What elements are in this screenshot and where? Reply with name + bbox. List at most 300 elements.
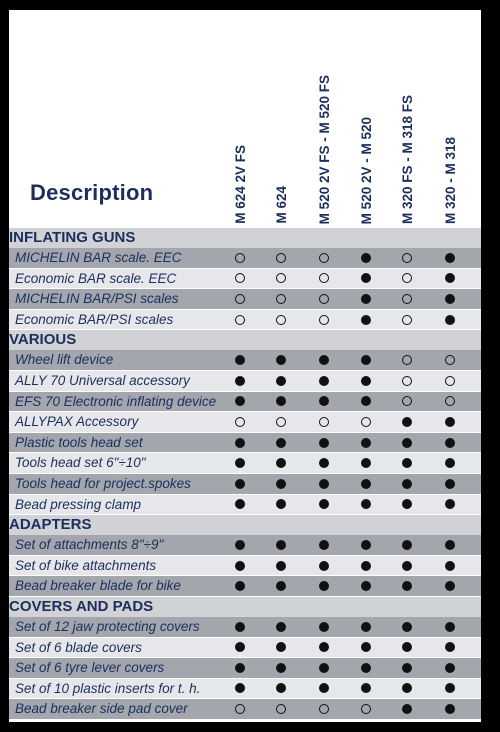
availability-cell xyxy=(313,269,335,289)
filled-dot-icon xyxy=(402,683,412,693)
row-label: MICHELIN BAR scale. EEC xyxy=(15,250,182,265)
filled-dot-icon xyxy=(402,540,412,550)
filled-dot-icon xyxy=(276,438,286,448)
table-row xyxy=(9,556,481,577)
table-row xyxy=(9,371,481,392)
filled-dot-icon xyxy=(361,315,371,325)
open-circle-icon xyxy=(402,253,412,263)
availability-cell xyxy=(439,617,461,637)
row-label: Set of 12 jaw protecting covers xyxy=(15,618,200,634)
open-circle-icon xyxy=(235,294,245,304)
availability-cell xyxy=(396,474,418,494)
availability-cell xyxy=(270,269,292,289)
filled-dot-icon xyxy=(319,561,329,571)
availability-cell xyxy=(229,392,251,412)
filled-dot-icon xyxy=(361,540,371,550)
filled-dot-icon xyxy=(361,642,371,652)
filled-dot-icon xyxy=(319,438,329,448)
availability-cell xyxy=(313,617,335,637)
availability-cell xyxy=(396,371,418,391)
filled-dot-icon xyxy=(402,479,412,489)
availability-cell xyxy=(439,699,461,719)
availability-cell xyxy=(313,556,335,576)
filled-dot-icon xyxy=(402,642,412,652)
filled-dot-icon xyxy=(402,438,412,448)
row-label: MICHELIN BAR/PSI scales xyxy=(15,291,179,307)
table-row xyxy=(9,576,481,597)
table-row xyxy=(9,453,481,474)
availability-cell xyxy=(229,638,251,658)
availability-cell xyxy=(270,679,292,699)
availability-cell xyxy=(229,269,251,289)
availability-cell xyxy=(439,638,461,658)
filled-dot-icon xyxy=(319,355,329,365)
row-label: Bead pressing clamp xyxy=(15,496,142,512)
row-label: Economic BAR scale. EEC xyxy=(15,270,177,286)
filled-dot-icon xyxy=(361,273,371,283)
availability-cell xyxy=(270,495,292,515)
open-circle-icon xyxy=(235,253,245,263)
filled-dot-icon xyxy=(445,540,455,550)
availability-cell xyxy=(229,310,251,330)
availability-cell xyxy=(229,289,251,309)
availability-cell xyxy=(229,453,251,473)
filled-dot-icon xyxy=(319,642,329,652)
availability-cell xyxy=(396,310,418,330)
row-label: Economic BAR/PSI scales xyxy=(15,311,174,327)
filled-dot-icon xyxy=(235,561,245,571)
filled-dot-icon xyxy=(319,376,329,386)
filled-dot-icon xyxy=(235,499,245,509)
row-label: Set of bike attachments xyxy=(15,557,157,573)
row-label: ALLY 70 Universal accessory xyxy=(15,372,190,388)
open-circle-icon xyxy=(276,294,286,304)
availability-cell xyxy=(313,699,335,719)
filled-dot-icon xyxy=(235,663,245,673)
column-header-label: M 320 - M 318 xyxy=(442,136,458,224)
table-row xyxy=(9,535,481,556)
filled-dot-icon xyxy=(445,581,455,591)
availability-cell xyxy=(396,392,418,412)
availability-cell xyxy=(355,658,377,678)
availability-cell xyxy=(396,350,418,370)
open-circle-icon xyxy=(319,704,329,714)
availability-cell xyxy=(313,453,335,473)
availability-cell xyxy=(439,576,461,596)
filled-dot-icon xyxy=(235,581,245,591)
row-label: Plastic tools head set xyxy=(15,434,143,450)
filled-dot-icon xyxy=(276,581,286,591)
availability-cell xyxy=(396,617,418,637)
availability-cell xyxy=(355,699,377,719)
filled-dot-icon xyxy=(445,438,455,448)
availability-cell xyxy=(355,371,377,391)
filled-dot-icon xyxy=(361,561,371,571)
filled-dot-icon xyxy=(319,663,329,673)
availability-cell xyxy=(229,474,251,494)
column-header xyxy=(229,14,251,224)
filled-dot-icon xyxy=(276,622,286,632)
open-circle-icon xyxy=(361,704,371,714)
table-row xyxy=(9,658,481,679)
availability-cell xyxy=(313,248,335,268)
filled-dot-icon xyxy=(235,396,245,406)
filled-dot-icon xyxy=(276,479,286,489)
availability-cell xyxy=(355,310,377,330)
open-circle-icon xyxy=(235,417,245,427)
open-circle-icon xyxy=(361,417,371,427)
open-circle-icon xyxy=(402,294,412,304)
open-circle-icon xyxy=(276,273,286,283)
open-circle-icon xyxy=(402,376,412,386)
row-label: EFS 70 Electronic inflating device xyxy=(15,393,217,409)
filled-dot-icon xyxy=(402,499,412,509)
availability-cell xyxy=(229,350,251,370)
open-circle-icon xyxy=(276,315,286,325)
open-circle-icon xyxy=(276,253,286,263)
availability-cell xyxy=(396,638,418,658)
filled-dot-icon xyxy=(319,479,329,489)
filled-dot-icon xyxy=(361,458,371,468)
availability-cell xyxy=(439,556,461,576)
filled-dot-icon xyxy=(361,622,371,632)
availability-cell xyxy=(313,495,335,515)
open-circle-icon xyxy=(445,376,455,386)
availability-cell xyxy=(313,350,335,370)
availability-cell xyxy=(229,679,251,699)
availability-cell xyxy=(396,433,418,453)
filled-dot-icon xyxy=(235,683,245,693)
table-row xyxy=(9,289,481,310)
filled-dot-icon xyxy=(235,622,245,632)
availability-cell xyxy=(313,412,335,432)
availability-cell xyxy=(439,310,461,330)
filled-dot-icon xyxy=(445,642,455,652)
availability-cell xyxy=(355,248,377,268)
filled-dot-icon xyxy=(402,663,412,673)
availability-cell xyxy=(396,699,418,719)
filled-dot-icon xyxy=(402,417,412,427)
filled-dot-icon xyxy=(445,273,455,283)
filled-dot-icon xyxy=(276,540,286,550)
accessories-table xyxy=(9,228,481,720)
filled-dot-icon xyxy=(445,499,455,509)
table-row xyxy=(9,617,481,638)
availability-cell xyxy=(229,433,251,453)
filled-dot-icon xyxy=(276,561,286,571)
description-title: Description xyxy=(30,180,154,205)
filled-dot-icon xyxy=(445,458,455,468)
filled-dot-icon xyxy=(361,581,371,591)
availability-cell xyxy=(313,658,335,678)
filled-dot-icon xyxy=(235,376,245,386)
filled-dot-icon xyxy=(276,458,286,468)
filled-dot-icon xyxy=(402,704,412,714)
availability-cell xyxy=(355,269,377,289)
open-circle-icon xyxy=(319,417,329,427)
table-row xyxy=(9,350,481,371)
availability-cell xyxy=(270,658,292,678)
row-label: Bead breaker blade for bike xyxy=(15,578,181,594)
availability-cell xyxy=(270,617,292,637)
filled-dot-icon xyxy=(445,479,455,489)
open-circle-icon xyxy=(445,396,455,406)
column-header-label: M 520 2V - M 520 xyxy=(358,116,374,224)
filled-dot-icon xyxy=(276,663,286,673)
table-row xyxy=(9,638,481,659)
availability-cell xyxy=(229,535,251,555)
availability-cell xyxy=(270,310,292,330)
filled-dot-icon xyxy=(319,683,329,693)
filled-dot-icon xyxy=(235,479,245,489)
filled-dot-icon xyxy=(361,253,371,263)
availability-cell xyxy=(439,453,461,473)
table-row xyxy=(9,248,481,269)
availability-cell xyxy=(355,576,377,596)
availability-cell xyxy=(355,433,377,453)
availability-cell xyxy=(396,556,418,576)
open-circle-icon xyxy=(402,273,412,283)
availability-cell xyxy=(355,495,377,515)
availability-cell xyxy=(229,699,251,719)
availability-cell xyxy=(355,617,377,637)
column-header xyxy=(313,14,335,224)
availability-cell xyxy=(270,433,292,453)
availability-cell xyxy=(229,658,251,678)
filled-dot-icon xyxy=(402,581,412,591)
availability-cell xyxy=(396,289,418,309)
filled-dot-icon xyxy=(276,642,286,652)
table-row xyxy=(9,679,481,700)
section-heading: INFLATING GUNS xyxy=(9,228,481,248)
row-label: Set of attachments 8"÷9" xyxy=(15,537,164,553)
open-circle-icon xyxy=(235,315,245,325)
availability-cell xyxy=(313,392,335,412)
filled-dot-icon xyxy=(361,376,371,386)
row-label: Tools head set 6"÷10" xyxy=(15,455,146,471)
filled-dot-icon xyxy=(361,438,371,448)
filled-dot-icon xyxy=(445,417,455,427)
table-row xyxy=(9,495,481,516)
filled-dot-icon xyxy=(361,663,371,673)
availability-cell xyxy=(355,289,377,309)
availability-cell xyxy=(313,638,335,658)
column-header-label: M 624 2V FS xyxy=(232,145,248,224)
availability-cell xyxy=(270,412,292,432)
column-header-label: M 624 xyxy=(273,186,289,224)
column-header xyxy=(439,14,461,224)
availability-cell xyxy=(313,535,335,555)
open-circle-icon xyxy=(235,273,245,283)
availability-cell xyxy=(229,248,251,268)
availability-cell xyxy=(313,474,335,494)
document-page xyxy=(9,10,481,722)
availability-cell xyxy=(355,350,377,370)
availability-cell xyxy=(355,638,377,658)
filled-dot-icon xyxy=(235,438,245,448)
availability-cell xyxy=(396,269,418,289)
availability-cell xyxy=(439,412,461,432)
column-header-label: M 520 2V FS - M 520 FS xyxy=(316,74,332,224)
row-label: Set of 6 blade covers xyxy=(15,639,142,655)
availability-cell xyxy=(439,371,461,391)
availability-cell xyxy=(396,576,418,596)
filled-dot-icon xyxy=(445,561,455,571)
availability-cell xyxy=(270,638,292,658)
availability-cell xyxy=(270,248,292,268)
availability-cell xyxy=(229,371,251,391)
filled-dot-icon xyxy=(445,704,455,714)
availability-cell xyxy=(313,289,335,309)
availability-cell xyxy=(355,474,377,494)
table-row xyxy=(9,433,481,454)
availability-cell xyxy=(355,556,377,576)
availability-cell xyxy=(396,679,418,699)
filled-dot-icon xyxy=(319,540,329,550)
table-row xyxy=(9,474,481,495)
filled-dot-icon xyxy=(445,683,455,693)
availability-cell xyxy=(396,453,418,473)
filled-dot-icon xyxy=(319,581,329,591)
filled-dot-icon xyxy=(361,479,371,489)
availability-cell xyxy=(396,412,418,432)
availability-cell xyxy=(439,392,461,412)
filled-dot-icon xyxy=(361,683,371,693)
availability-cell xyxy=(313,310,335,330)
filled-dot-icon xyxy=(319,499,329,509)
availability-cell xyxy=(439,433,461,453)
filled-dot-icon xyxy=(235,355,245,365)
section-heading: VARIOUS xyxy=(9,330,481,350)
filled-dot-icon xyxy=(276,355,286,365)
availability-cell xyxy=(313,433,335,453)
filled-dot-icon xyxy=(235,642,245,652)
row-label: Tools head for project.spokes xyxy=(15,475,191,491)
row-label: Bead breaker side pad cover xyxy=(15,701,188,717)
availability-cell xyxy=(270,699,292,719)
availability-cell xyxy=(270,289,292,309)
availability-cell xyxy=(396,248,418,268)
filled-dot-icon xyxy=(402,458,412,468)
availability-cell xyxy=(439,248,461,268)
filled-dot-icon xyxy=(235,458,245,468)
availability-cell xyxy=(229,556,251,576)
filled-dot-icon xyxy=(402,622,412,632)
table-row xyxy=(9,412,481,433)
availability-cell xyxy=(229,576,251,596)
row-label: Set of 10 plastic inserts for t. h. xyxy=(15,680,201,696)
availability-cell xyxy=(355,453,377,473)
column-header xyxy=(355,14,377,224)
filled-dot-icon xyxy=(361,499,371,509)
filled-dot-icon xyxy=(276,376,286,386)
availability-cell xyxy=(439,658,461,678)
open-circle-icon xyxy=(445,355,455,365)
filled-dot-icon xyxy=(361,396,371,406)
column-header-label: M 320 FS - M 318 FS xyxy=(399,94,415,224)
availability-cell xyxy=(229,412,251,432)
open-circle-icon xyxy=(402,315,412,325)
row-label: Wheel lift device xyxy=(15,352,114,368)
open-circle-icon xyxy=(276,417,286,427)
filled-dot-icon xyxy=(445,294,455,304)
filled-dot-icon xyxy=(361,294,371,304)
open-circle-icon xyxy=(402,355,412,365)
open-circle-icon xyxy=(276,704,286,714)
availability-cell xyxy=(439,679,461,699)
availability-cell xyxy=(396,535,418,555)
filled-dot-icon xyxy=(445,622,455,632)
availability-cell xyxy=(439,535,461,555)
open-circle-icon xyxy=(319,273,329,283)
filled-dot-icon xyxy=(276,499,286,509)
section-heading: COVERS AND PADS xyxy=(9,597,481,617)
availability-cell xyxy=(313,679,335,699)
filled-dot-icon xyxy=(445,253,455,263)
availability-cell xyxy=(270,576,292,596)
filled-dot-icon xyxy=(235,540,245,550)
filled-dot-icon xyxy=(445,315,455,325)
availability-cell xyxy=(439,350,461,370)
availability-cell xyxy=(270,474,292,494)
open-circle-icon xyxy=(319,315,329,325)
availability-cell xyxy=(439,269,461,289)
availability-cell xyxy=(313,576,335,596)
table-row xyxy=(9,699,481,720)
table-row xyxy=(9,310,481,331)
open-circle-icon xyxy=(235,704,245,714)
availability-cell xyxy=(270,453,292,473)
table-row xyxy=(9,269,481,290)
column-header xyxy=(270,14,292,224)
availability-cell xyxy=(439,495,461,515)
availability-cell xyxy=(355,679,377,699)
row-label: Set of 6 tyre lever covers xyxy=(15,660,165,676)
section-heading: ADAPTERS xyxy=(9,515,481,535)
filled-dot-icon xyxy=(402,561,412,571)
open-circle-icon xyxy=(402,396,412,406)
table-header xyxy=(9,10,481,228)
availability-cell xyxy=(355,392,377,412)
availability-cell xyxy=(270,350,292,370)
availability-cell xyxy=(355,535,377,555)
availability-cell xyxy=(396,658,418,678)
availability-cell xyxy=(229,495,251,515)
filled-dot-icon xyxy=(276,683,286,693)
availability-cell xyxy=(355,412,377,432)
table-row xyxy=(9,392,481,413)
filled-dot-icon xyxy=(445,663,455,673)
availability-cell xyxy=(270,535,292,555)
availability-cell xyxy=(229,617,251,637)
column-header xyxy=(396,14,418,224)
availability-cell xyxy=(270,371,292,391)
filled-dot-icon xyxy=(319,396,329,406)
open-circle-icon xyxy=(319,294,329,304)
availability-cell xyxy=(270,556,292,576)
availability-cell xyxy=(313,371,335,391)
open-circle-icon xyxy=(319,253,329,263)
availability-cell xyxy=(439,289,461,309)
availability-cell xyxy=(270,392,292,412)
filled-dot-icon xyxy=(361,355,371,365)
availability-cell xyxy=(396,495,418,515)
filled-dot-icon xyxy=(319,622,329,632)
filled-dot-icon xyxy=(276,396,286,406)
filled-dot-icon xyxy=(319,458,329,468)
row-label: ALLYPAX Accessory xyxy=(15,414,139,430)
availability-cell xyxy=(439,474,461,494)
